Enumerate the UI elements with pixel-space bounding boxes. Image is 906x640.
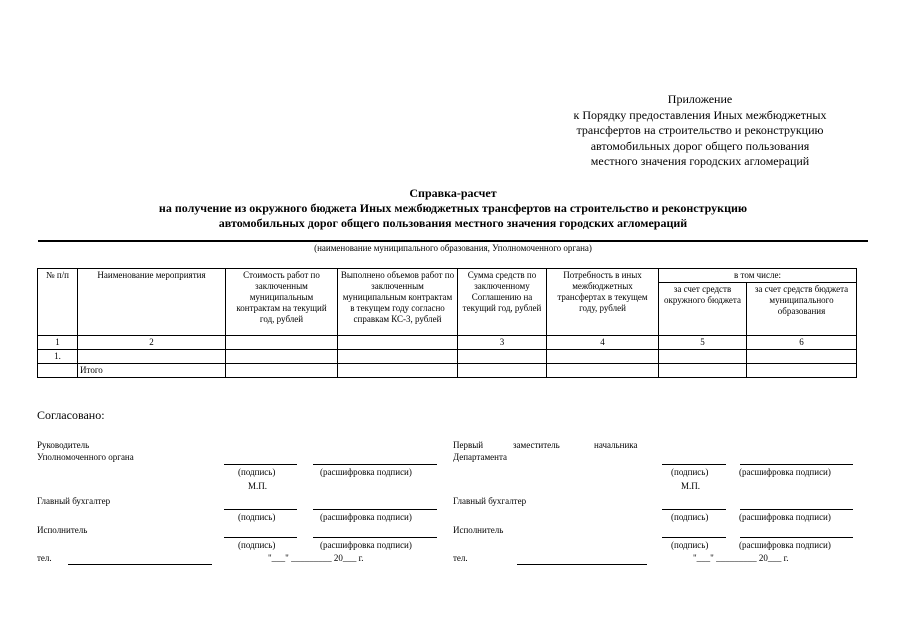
document-title <box>40 186 866 231</box>
stamp-label: М.П. <box>681 481 701 491</box>
signature-caption: (подпись) <box>671 512 709 522</box>
colnum-cell: 6 <box>747 336 857 350</box>
signature-line <box>740 509 853 510</box>
table-cell <box>659 350 747 364</box>
signature-line <box>740 537 853 538</box>
title-line: автомобильных дорог общего пользования местного значения городских агломераций <box>218 216 688 230</box>
table-cell <box>458 350 547 364</box>
signature-caption: (подпись) <box>671 467 709 477</box>
signature-caption: (подпись) <box>238 512 276 522</box>
left-chief-accountant: Главный бухгалтер <box>37 496 111 506</box>
colnum-cell: 1 <box>38 336 78 350</box>
right-date: "___" _________ 20___ г. <box>693 553 789 563</box>
colnum-cell: 5 <box>659 336 747 350</box>
signature-line <box>662 464 726 465</box>
table-cell <box>747 350 857 364</box>
appendix-note <box>540 92 860 170</box>
signature-line <box>662 509 726 510</box>
right-head-word: заместитель <box>513 440 560 450</box>
calculation-table <box>37 268 857 378</box>
org-name-caption: (наименование муниципального образования, Уполномоченного органа) <box>314 243 592 253</box>
left-date: "___" _________ 20___ г. <box>268 553 364 563</box>
signature-line <box>662 537 726 538</box>
table-cell <box>659 364 747 378</box>
left-phone-label: тел. <box>37 553 52 563</box>
appendix-line: к Порядку предоставления Иных межбюджетных <box>573 107 827 122</box>
table-cell <box>338 350 458 364</box>
header-including: в том числе: <box>659 269 857 283</box>
phone-line <box>517 564 647 565</box>
right-executor: Исполнитель <box>453 525 504 535</box>
signature-line <box>313 537 437 538</box>
signature-line <box>313 464 437 465</box>
header-sum: Сумма средств по заключенному Соглашению на текущий год, рублей <box>458 269 547 336</box>
table-header-row <box>38 269 857 283</box>
stamp-label: М.П. <box>248 481 268 491</box>
colnum-cell: 4 <box>547 336 659 350</box>
table-cell <box>547 364 659 378</box>
decoding-caption: (расшифровка подписи) <box>739 467 831 477</box>
right-head-word: Первый <box>453 440 484 450</box>
signature-line <box>224 509 297 510</box>
table-cell <box>226 350 338 364</box>
left-head-org: Уполномоченного органа <box>37 452 134 462</box>
decoding-caption: (расшифровка подписи) <box>320 540 412 550</box>
right-head-dept: Департамента <box>453 452 508 462</box>
colnum-cell <box>226 336 338 350</box>
left-executor: Исполнитель <box>37 525 88 535</box>
signature-line <box>313 509 437 510</box>
phone-line <box>68 564 212 565</box>
left-head-title: Руководитель <box>37 440 90 450</box>
decoding-caption: (расшифровка подписи) <box>320 512 412 522</box>
appendix-line: трансфертов на строительство и реконструкцию <box>576 123 824 137</box>
row-num: 1. <box>38 350 78 364</box>
table-row <box>38 350 857 364</box>
title-main: Справка-расчет <box>409 186 497 200</box>
table-cell <box>226 364 338 378</box>
table-cell <box>78 350 226 364</box>
signature-caption: (подпись) <box>238 467 276 477</box>
table-cell <box>547 350 659 364</box>
right-head-word: начальника <box>594 440 638 450</box>
appendix-line: Приложение <box>667 92 733 106</box>
signature-caption: (подпись) <box>671 540 709 550</box>
table-colnum-row <box>38 336 857 350</box>
signature-line <box>740 464 853 465</box>
signature-caption: (подпись) <box>238 540 276 550</box>
table-cell <box>338 364 458 378</box>
header-done: Выполнено объемов работ по заключенным муниципальным контрактам в текущем году согласно справкам КС-3, рублей <box>338 269 458 336</box>
table-cell <box>747 364 857 378</box>
header-cost: Стоимость работ по заключенным муниципальным контрактам на текущий год, рублей <box>226 269 338 336</box>
right-phone-label: тел. <box>453 553 468 563</box>
appendix-line: местного значения городских агломераций <box>590 154 810 168</box>
header-need: Потребность в иных межбюджетных трансфертах в текущем году, рублей <box>547 269 659 336</box>
header-num: № п/п <box>38 269 78 336</box>
colnum-cell: 3 <box>458 336 547 350</box>
title-line: на получение из окружного бюджета Иных межбюджетных трансфертов на строительство и реконструкцию <box>158 201 748 215</box>
header-district: за счет средств окружного бюджета <box>659 283 747 336</box>
table-total-row <box>38 364 857 378</box>
colnum-cell <box>338 336 458 350</box>
header-municipal: за счет средств бюджета муниципального образования <box>747 283 857 336</box>
agreed-label: Согласовано: <box>37 408 105 422</box>
appendix-line: автомобильных дорог общего пользования <box>590 138 810 153</box>
signature-line <box>224 537 297 538</box>
signature-line <box>224 464 297 465</box>
decoding-caption: (расшифровка подписи) <box>739 512 831 522</box>
header-name: Наименование мероприятия <box>78 269 226 336</box>
table-cell <box>458 364 547 378</box>
table-cell <box>38 364 78 378</box>
org-name-line <box>38 240 868 242</box>
right-chief-accountant: Главный бухгалтер <box>453 496 527 506</box>
decoding-caption: (расшифровка подписи) <box>739 540 831 550</box>
colnum-cell: 2 <box>78 336 226 350</box>
total-label: Итого <box>78 364 226 378</box>
decoding-caption: (расшифровка подписи) <box>320 467 412 477</box>
